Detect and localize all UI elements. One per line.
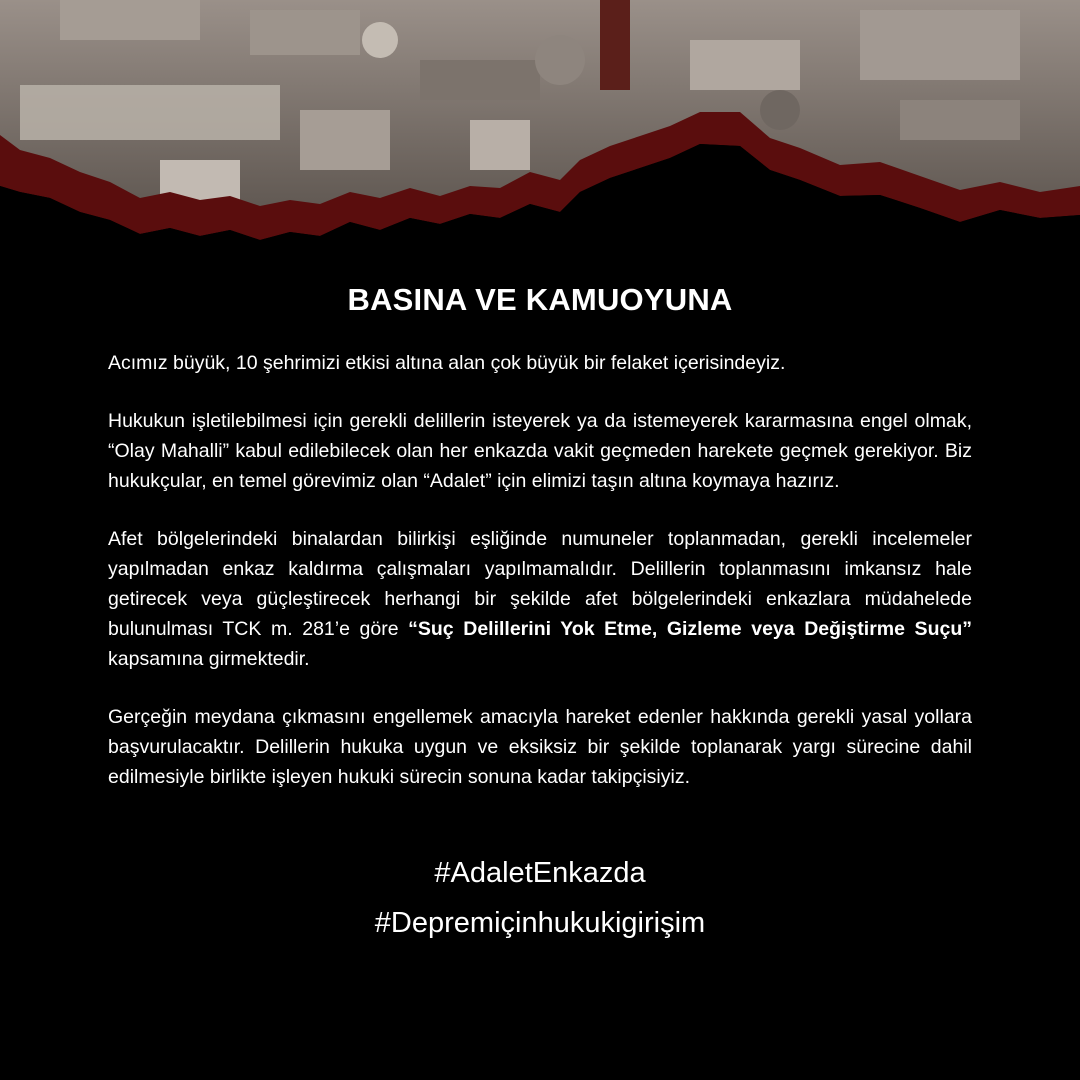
paragraph-3 bbox=[108, 524, 972, 674]
paragraph-4: Gerçeğin meydana çıkmasını engellemek amacıyla hareket edenler hakkında gerekli yasal yollara başvurulacaktır. Delillerin hukuka uygun ve eksiksiz bir şekilde toplanarak yargı sürecine dahil edilmesiyle birlikte işleyen hukuki sürecin sonuna kadar takipçisiyiz. bbox=[108, 706, 972, 788]
paragraph-1: Acımız büyük, 10 şehrimizi etkisi altına alan çok büyük bir felaket içerisindeyiz. bbox=[108, 352, 786, 374]
hashtag-deprem-icin-hukuki-girisim: #Depremiçinhukukigirişim bbox=[374, 907, 706, 939]
page-title: BASINA VE KAMUOYUNA bbox=[347, 282, 733, 317]
hashtag-list bbox=[0, 848, 1080, 948]
crime-name-bold: “Suç Delillerini Yok Etme, Gizleme veya Değiştirme Suçu” bbox=[408, 618, 972, 640]
rubble-header-image bbox=[0, 0, 1080, 260]
hashtag-adalet-enkazda: #AdaletEnkazda bbox=[434, 857, 646, 889]
statement-body bbox=[108, 348, 972, 820]
paragraph-2: Hukukun işletilebilmesi için gerekli delillerin isteyerek ya da istemeyerek kararmasına engel olmak, “Olay Mahalli” kabul edilebilecek olan her enkazda vakit geçmeden harekete geçmek gerekiyor. Biz hukukçular, en temel görevimiz olan “Adalet” için elimizi taşın altına koymaya hazırız. bbox=[108, 410, 972, 492]
paragraph-3-text-after: kapsamına girmektedir. bbox=[108, 648, 310, 670]
paragraph-3-text-before: Afet bölgelerindeki binalardan bilirkişi eşliğinde numuneler toplanmadan, gerekli incelemeler yapılmadan enkaz kaldırma çalışmaları yapılmamalıdır. Delillerin toplanmasını imkansız hale getirecek veya güçleştirecek herhangi bir şekilde afet bölgelerindeki enkazlara müdahelede bulunulması TCK m. 281’e göre bbox=[108, 528, 972, 640]
